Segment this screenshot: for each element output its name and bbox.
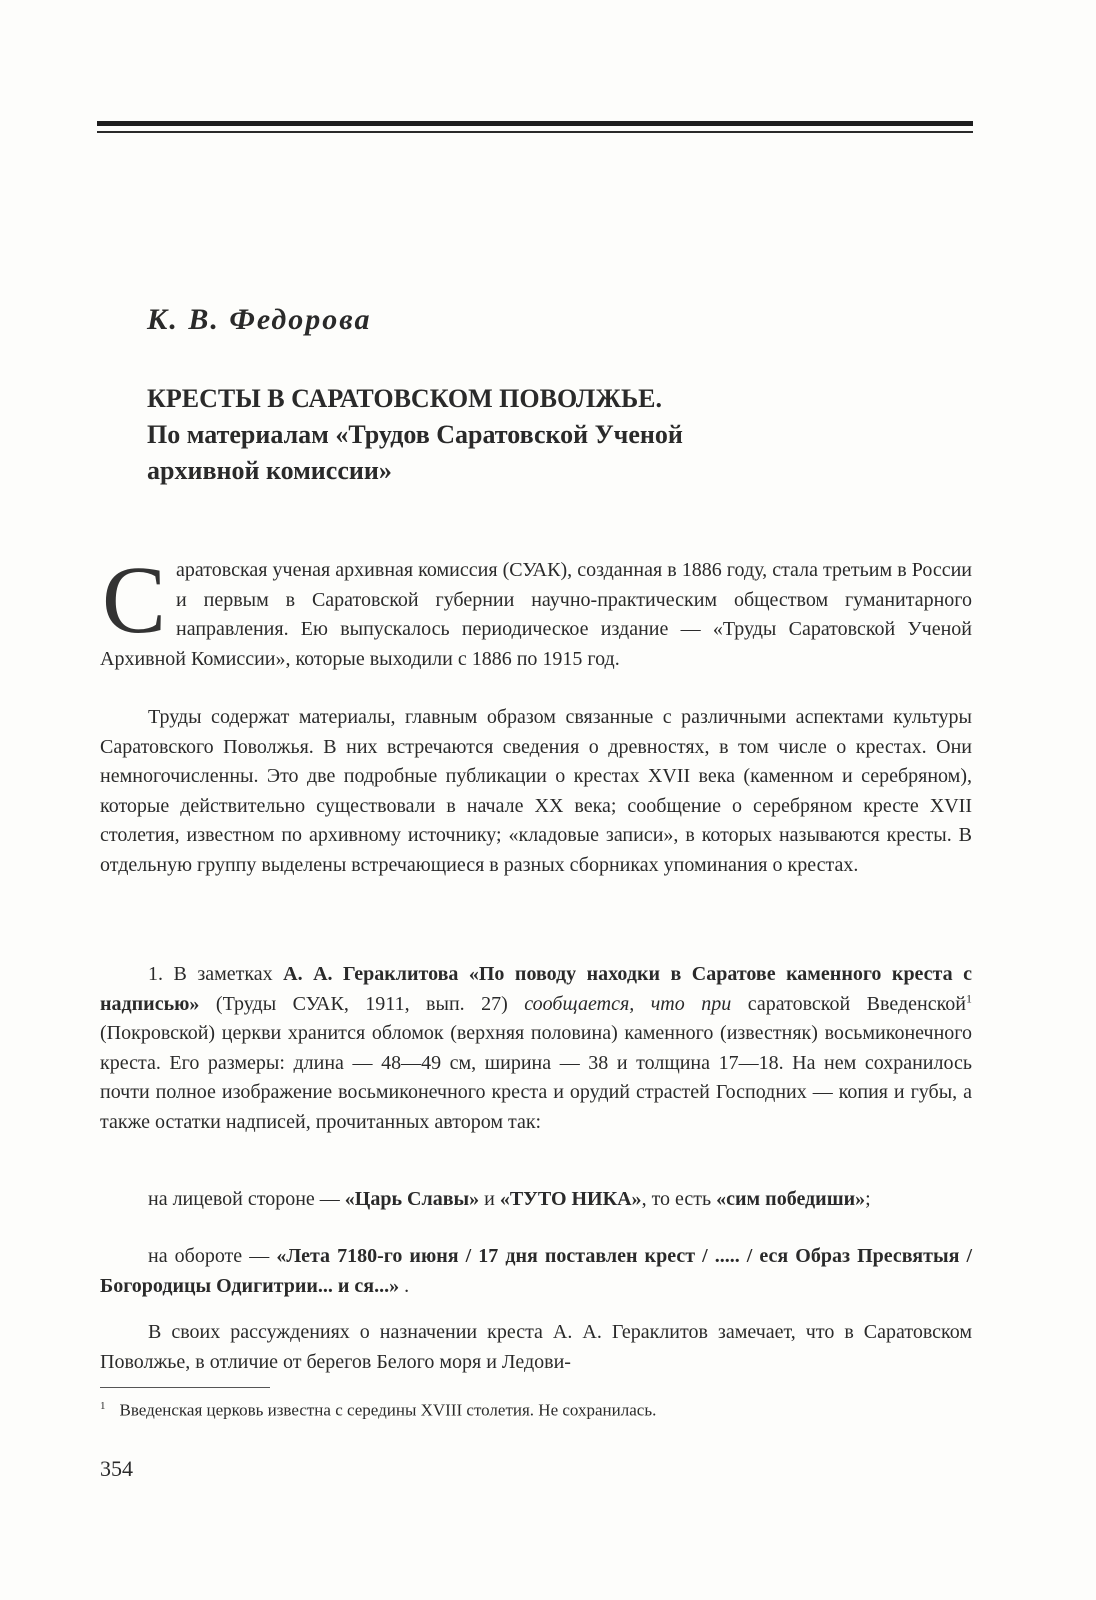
article-title — [147, 381, 907, 489]
header-rule-thin — [97, 131, 973, 133]
drop-cap: С — [102, 546, 167, 653]
title-line-3: архивной комиссии» — [147, 456, 392, 485]
page-number: 354 — [100, 1456, 133, 1481]
footnote — [100, 1400, 656, 1421]
footnote-ref: 1 — [966, 990, 972, 1005]
footnote-rule — [100, 1387, 270, 1388]
footnote-mark: 1 — [100, 1400, 106, 1412]
header-rule-thick — [97, 121, 973, 126]
paragraph-inscription-back: на обороте — «Лета 7180-го июня / 17 дня поставлен крест / ..... / еся Образ Пресвятыя / Богородицы Одигитрии... и ся...» . — [100, 1245, 973, 1297]
title-line-1: КРЕСТЫ В САРАТОВСКОМ ПОВОЛЖЬЕ. — [147, 384, 663, 413]
footnote-text: Введенская церковь известна с середины XVIII столетия. Не сохранилась. — [119, 1400, 657, 1420]
lead-text: аратовская ученая архивная комиссия (СУАК), созданная в 1886 году, стала третьим в России и первым в Саратовской губернии научно-практическим обществом гуманитарного направления. Ею выпускалось периодическое издание — «Труды Саратовской Ученой Архивной Комиссии», которые выходили с 1886 по 1915 год. — [100, 559, 972, 670]
paragraph-inscription-front: на лицевой стороне — «Царь Славы» и «ТУТО НИКА», то есть «сим победиши»; — [148, 1188, 871, 1210]
paragraph-2: Труды содержат материалы, главным образом связанные с различными аспектами культуры Саратовского Поволжья. В них встречаются сведения о древностях, в том числе о крестах. Они немногочисленны. Это две подробные публикации о крестах XVII века (каменном и серебряном), которые действительно существовали в начале XX века; сообщение о серебряном кресте XVII столетия, известном по архивному источнику; «кладовые записи», в которых называются кресты. В отдельную группу выделены встречающиеся в разных сборниках упоминания о крестах. — [100, 706, 972, 876]
author-name: К. В. Федорова — [147, 303, 372, 336]
lead-paragraph — [100, 546, 972, 674]
title-line-2: По материалам «Трудов Саратовской Ученой — [147, 420, 683, 449]
paragraph-6: В своих рассуждениях о назначении креста А. А. Гераклитов замечает, что в Саратовском Поволжье, в отличие от берегов Белого моря и Ледови- — [100, 1321, 972, 1373]
cited-work: А. А. Гераклитова «По поводу находки в Саратове каменного креста с надписью» — [100, 963, 972, 1015]
paragraph-3: 1. В заметках А. А. Гераклитова «По поводу находки в Саратове каменного креста с надписью» (Труды СУАК, 1911, вып. 27) сообщается, что при саратовской Введенской$^1$ (Покровской) церкви хранится обломок (верхняя половина) каменного (известняк) восьмиконечного креста. Его размеры: длина — 48—49 см, ширина — 38 и толщина 17—18. На нем сохранилось почти полное изображение восьмиконечного креста и орудий страстей Господних — копия и губы, а также остатки надписей, прочитанных автором так: — [100, 963, 972, 1133]
